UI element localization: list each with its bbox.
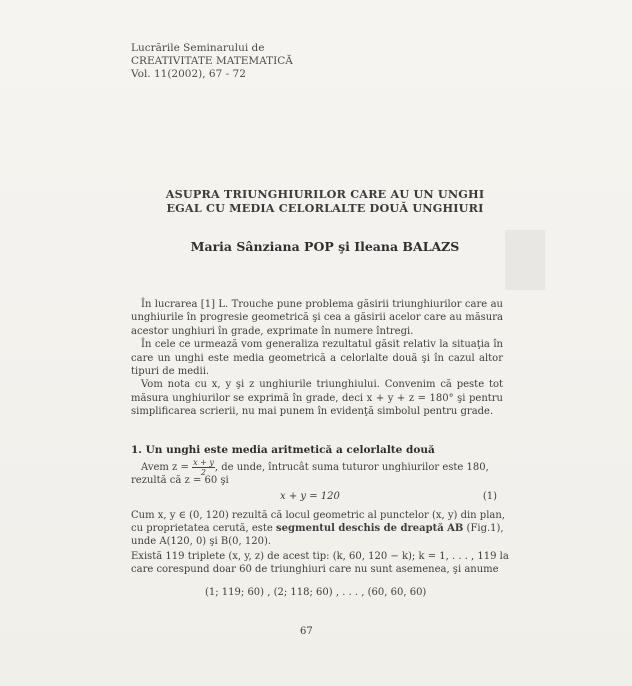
avem-prefix: Avem z = [141, 462, 189, 473]
journal-series: CREATIVITATE MATEMATICĂ [131, 55, 293, 67]
cum-line-2-start: cu proprietatea cerută, este [131, 523, 277, 534]
segment-emphasis: segmentul deschis de dreaptă AB [276, 523, 464, 534]
journal-volume: Vol. 11(2002), 67 - 72 [131, 68, 246, 80]
exista-line-2: care corespund doar 60 de triunghiuri care nu sunt asemenea, şi anume [131, 564, 499, 575]
intro-paragraph-1: În lucrarea [1] L. Trouche pune problema găsirii triunghiurilor care au unghiurile în progresie geometrică şi cea a găsirii acelor care au măsura acestor unghiuri în grade, exprimate în numere întregi. [131, 299, 503, 337]
equation-1: x + y = 120 [280, 491, 340, 502]
exista-line-1: Există 119 triplete (x, y, z) de acest tip: (k, 60, 120 − k); k = 1, . . . , 119 la [131, 551, 509, 562]
cum-line-1: Cum x, y ∈ (0, 120) rezultă că locul geometric al punctelor (x, y) din plan, [131, 510, 505, 521]
page-number: 67 [300, 626, 313, 637]
triplets-list: (1; 119; 60) , (2; 118; 60) , . . . , (60, 60, 60) [205, 587, 427, 598]
journal-header [131, 42, 293, 81]
bleed-through-shadow [505, 230, 545, 290]
fraction-denominator: 2 [200, 468, 207, 477]
intro-paragraph-3: Vom nota cu x, y şi z unghiurile triunghiului. Convenim că peste tot măsura unghiurilor se exprimă în grade, deci x + y + z = 180° şi pentru simplificarea scrierii, nu mai punem în evidenţă simbolul pentru grade. [131, 379, 503, 418]
avem-suffix: , de unde, întrucât suma tuturor unghiurilor este 180, [214, 462, 489, 473]
intro-paragraph-2: În cele ce urmează vom generaliza rezultatul găsit relativ la situaţia în care un unghi este media geometrică a celorlalte două şi în cazul altor tipuri de medii. [131, 339, 503, 378]
rezulta-line: rezultă că z = 60 şi [131, 475, 229, 486]
authors: Maria Sânziana POP şi Ileana BALAZS [190, 239, 460, 254]
journal-name: Lucrările Seminarului de [131, 42, 265, 54]
fraction-numerator: x + y [193, 458, 214, 467]
introduction [131, 298, 503, 419]
cum-line-2-end: (Fig.1), [463, 523, 504, 534]
title-line-1: ASUPRA TRIUNGHIURILOR CARE AU UN UNGHI [165, 187, 485, 201]
cum-line-3: unde A(120, 0) şi B(0, 120). [131, 536, 272, 547]
cum-line-2 [131, 522, 504, 535]
title-line-2: EGAL CU MEDIA CELORLALTE DOUĂ UNGHIURI [166, 201, 484, 215]
equation-1-number: (1) [482, 491, 497, 502]
paper-title [150, 187, 500, 215]
section-1-heading: 1. Un unghi este media aritmetică a celorlalte două [131, 444, 435, 456]
